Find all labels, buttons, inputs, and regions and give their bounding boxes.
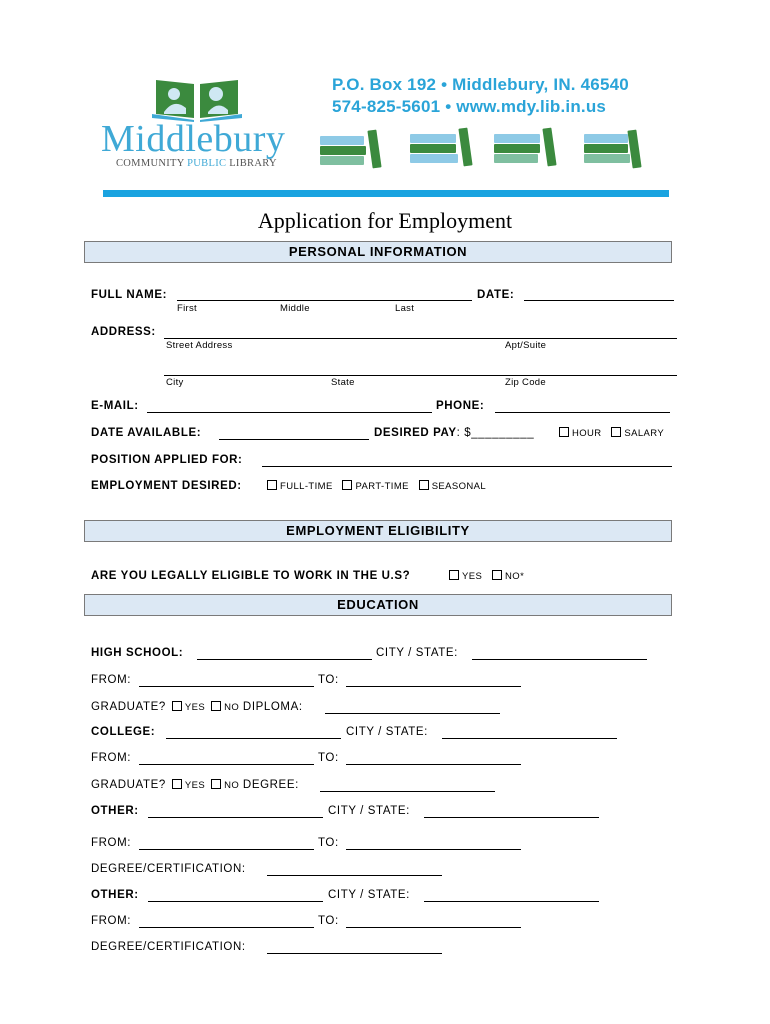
- hs-from-field[interactable]: [139, 686, 314, 687]
- middle-name-caption: Middle: [280, 303, 310, 314]
- seasonal-checkbox[interactable]: [419, 480, 429, 490]
- section-employment-eligibility: EMPLOYMENT ELIGIBILITY: [84, 520, 672, 542]
- other-2-to-field[interactable]: [346, 927, 521, 928]
- apt-suite-caption: Apt/Suite: [505, 340, 547, 351]
- date-available-field[interactable]: [219, 439, 369, 440]
- other-2-city-state-label: CITY / STATE:: [328, 889, 410, 901]
- college-from-label: FROM:: [91, 752, 132, 764]
- header-divider: [103, 190, 669, 197]
- address-label: ADDRESS:: [91, 326, 156, 338]
- city-caption: City: [166, 377, 184, 388]
- other-2-degree-field[interactable]: [267, 953, 442, 954]
- page-title: Application for Employment: [257, 208, 513, 233]
- eligibility-options: YES NO*: [443, 570, 524, 582]
- college-graduate-yes-checkbox[interactable]: [172, 779, 182, 789]
- college-to-field[interactable]: [346, 764, 521, 765]
- college-label: COLLEGE:: [91, 726, 156, 738]
- other-2-label: OTHER:: [91, 889, 139, 901]
- last-name-caption: Last: [395, 303, 415, 314]
- college-city-state-label: CITY / STATE:: [346, 726, 428, 738]
- logo-subtitle: COMMUNITY PUBLIC LIBRARY: [116, 158, 277, 169]
- hs-city-state-label: CITY / STATE:: [376, 647, 458, 659]
- contact-address: P.O. Box 192 • Middlebury, IN. 46540: [332, 75, 629, 94]
- college-from-field[interactable]: [139, 764, 314, 765]
- date-field[interactable]: [524, 300, 674, 301]
- street-address-caption: Street Address: [166, 340, 233, 351]
- other-1-degree-field[interactable]: [267, 875, 442, 876]
- hs-graduate-yes-checkbox[interactable]: [172, 701, 182, 711]
- hour-checkbox[interactable]: [559, 427, 569, 437]
- section-education: EDUCATION: [84, 594, 672, 616]
- position-label: POSITION APPLIED FOR:: [91, 454, 243, 466]
- college-city-state-field[interactable]: [442, 738, 617, 739]
- hs-graduate-group: GRADUATE? YES NO DIPLOMA:: [91, 701, 303, 713]
- diploma-field[interactable]: [325, 713, 500, 714]
- logo-wordmark: Middlebury: [101, 118, 286, 160]
- other-2-degree-label: DEGREE/CERTIFICATION:: [91, 941, 246, 953]
- other-2-field[interactable]: [148, 901, 323, 902]
- employment-type-options: FULL-TIME PART-TIME SEASONAL: [261, 480, 486, 492]
- other-2-to-label: TO:: [318, 915, 339, 927]
- first-name-caption: First: [177, 303, 197, 314]
- other-1-label: OTHER:: [91, 805, 139, 817]
- section-personal-information: PERSONAL INFORMATION: [84, 241, 672, 263]
- other-1-city-state-field[interactable]: [424, 817, 599, 818]
- other-1-field[interactable]: [148, 817, 323, 818]
- hs-city-state-field[interactable]: [472, 659, 647, 660]
- email-field[interactable]: [147, 412, 432, 413]
- salary-checkbox[interactable]: [611, 427, 621, 437]
- high-school-label: HIGH SCHOOL:: [91, 647, 184, 659]
- hs-from-label: FROM:: [91, 674, 132, 686]
- street-address-field[interactable]: [164, 338, 677, 339]
- high-school-field[interactable]: [197, 659, 372, 660]
- contact-phone-web: 574-825-5601 • www.mdy.lib.in.us: [332, 97, 607, 116]
- open-book-logo-icon: [152, 74, 242, 122]
- other-1-degree-label: DEGREE/CERTIFICATION:: [91, 863, 246, 875]
- college-graduate-group: GRADUATE? YES NO DEGREE:: [91, 779, 299, 791]
- other-2-from-field[interactable]: [139, 927, 314, 928]
- other-1-to-label: TO:: [318, 837, 339, 849]
- phone-field[interactable]: [495, 412, 670, 413]
- other-1-from-label: FROM:: [91, 837, 132, 849]
- zip-caption: Zip Code: [505, 377, 546, 388]
- full-time-checkbox[interactable]: [267, 480, 277, 490]
- email-label: E-MAIL:: [91, 400, 139, 412]
- position-field[interactable]: [262, 466, 672, 467]
- other-2-city-state-field[interactable]: [424, 901, 599, 902]
- desired-pay-group: DESIRED PAY: $_________: [374, 427, 535, 439]
- college-graduate-no-checkbox[interactable]: [211, 779, 221, 789]
- eligibility-question: ARE YOU LEGALLY ELIGIBLE TO WORK IN THE U.S?: [91, 570, 411, 582]
- city-state-zip-field[interactable]: [164, 375, 677, 376]
- phone-label: PHONE:: [436, 400, 485, 412]
- part-time-checkbox[interactable]: [342, 480, 352, 490]
- full-name-field[interactable]: [177, 300, 472, 301]
- hs-to-field[interactable]: [346, 686, 521, 687]
- other-1-to-field[interactable]: [346, 849, 521, 850]
- other-1-from-field[interactable]: [139, 849, 314, 850]
- pay-type-options: HOUR SALARY: [553, 427, 664, 439]
- full-name-label: FULL NAME:: [91, 289, 168, 301]
- college-field[interactable]: [166, 738, 341, 739]
- other-2-from-label: FROM:: [91, 915, 132, 927]
- eligible-no-checkbox[interactable]: [492, 570, 502, 580]
- eligible-yes-checkbox[interactable]: [449, 570, 459, 580]
- hs-graduate-no-checkbox[interactable]: [211, 701, 221, 711]
- college-degree-field[interactable]: [320, 791, 495, 792]
- college-to-label: TO:: [318, 752, 339, 764]
- hs-to-label: TO:: [318, 674, 339, 686]
- other-1-city-state-label: CITY / STATE:: [328, 805, 410, 817]
- state-caption: State: [331, 377, 355, 388]
- employment-desired-label: EMPLOYMENT DESIRED:: [91, 480, 242, 492]
- date-label: DATE:: [477, 289, 515, 301]
- date-available-label: DATE AVAILABLE:: [91, 427, 202, 439]
